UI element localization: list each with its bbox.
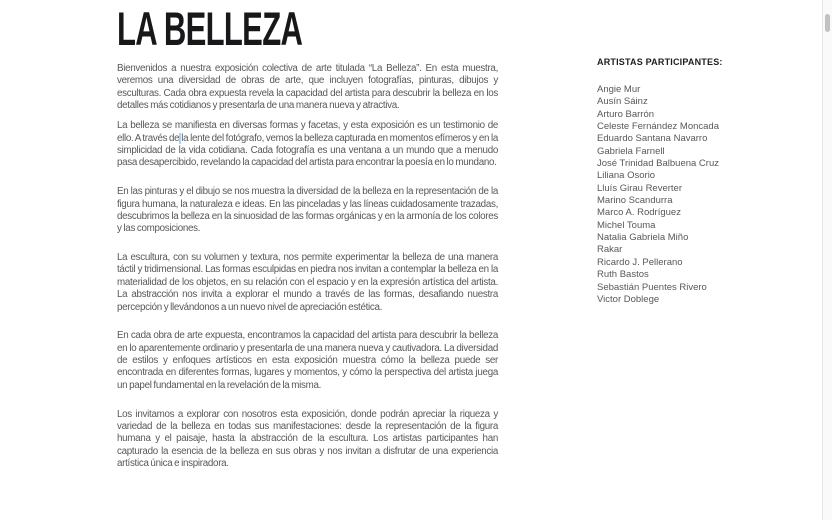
paragraph[interactable]: En cada obra de arte expuesta, encontramos la capacidad del artista para descubrir la belleza en lo aparentemente ordinario y presentarla de una manera nueva y cautivadora. La diversidad de estilos y enfoques artísticos en esta exposición muestra cómo la belleza puede ser encontrada en diferentes formas, lugares y momentos, y cómo la perspectiva del artista juega un papel fundamental en la revelación de la misma. [117,330,498,391]
paragraph-text: la lente del fotógrafo, vemos la belleza capturada en momentos efímeros y en la simplicidad de la vida cotidiana. Cada fotografía es una ventana a un mundo que a menudo pasa desapercibido, revelando la capacidad del artista para encontrar la poesía en lo mundano. [117,132,498,169]
artist-item: Eduardo Santana Navarro [597,133,708,145]
paragraph[interactable] [117,120,498,169]
artist-item: Victor Doblege [597,293,660,305]
paragraph[interactable]: La escultura, con su volumen y textura, nos permite experimentar la belleza de una manera táctil y tridimensional. Las formas esculpidas en piedra nos invitan a contemplar la belleza en la materialidad de los objetos, en su relación con el espacio y en la expresión artística del artista. La abstracción nos invita a explorar el mundo a través de las formas, desafiando nuestra percepción y llevándonos a un nuevo nivel de apreciación estética. [117,252,498,313]
artist-item: Michel Touma [597,219,656,231]
artist-item: Ricardo J. Pellerano [597,256,683,268]
artist-item: Natalia Gabriela Miño [597,232,689,244]
page-title: LA BELLEZA [117,2,303,55]
artist-item: José Trinidad Balbuena Cruz [597,158,719,170]
artist-item: Gabriela Farnell [597,145,665,157]
artist-item: Marino Scandurra [597,195,673,207]
artist-item: Marco A. Rodríguez [597,207,681,219]
article [117,2,498,487]
paragraph[interactable]: En las pinturas y el dibujo se nos muestra la diversidad de la belleza en la representación de la figura humana, la naturaleza e ideas. En las pinceladas y las líneas cuidadosamente trazadas, descubrimos la belleza en la sinuosidad de las formas orgánicas y en la armonía de los colores y las composiciones. [117,186,498,235]
artist-item: Arturo Barrón [597,108,655,120]
participants-heading: ARTISTAS PARTICIPANTES: [597,57,723,67]
artist-item: Angie Mur [597,84,641,95]
scrollbar[interactable] [822,0,832,520]
participants-sidebar [597,57,797,306]
paragraph[interactable]: Los invitamos a explorar con nosotros esta exposición, donde podrán apreciar la riqueza y variedad de la belleza en todas sus manifestaciones: desde la representación de la figura humana y el paisaje, hasta la abstracción de la escultura. Los artistas participantes han capturado la esencia de la belleza en sus obras y nos invitan a disfrutar de una experiencia artística única e inspiradora. [117,408,498,469]
artist-item: Sebastián Puentes Rivero [597,281,707,293]
paragraph-text: La belleza se manifiesta en diversas formas y facetas, y esta exposición es un testimonio de ello. A través de [117,120,498,144]
scrollbar-thumb[interactable] [825,14,830,32]
paragraph[interactable]: Bienvenidos a nuestra exposición colectiva de arte titulada “La Belleza”. En esta muestra, veremos una diversidad de obras de arte, que incluyen fotografías, pinturas, dibujos y esculturas. Cada obra expuesta revela la capacidad del artista para descubrir la belleza en los detalles más cotidianos y presentarla de una manera nueva y atractiva. [117,63,498,112]
artist-list [597,84,797,306]
artist-item: Celeste Fernández Moncada [597,121,719,133]
artist-item: Ruth Bastos [597,269,649,281]
artist-item: Liliana Osorio [597,170,656,182]
artist-item: Ausín Sáinz [597,96,648,108]
artist-item: Lluís Girau Reverter [597,182,683,194]
artist-item: Rakar [597,244,623,256]
